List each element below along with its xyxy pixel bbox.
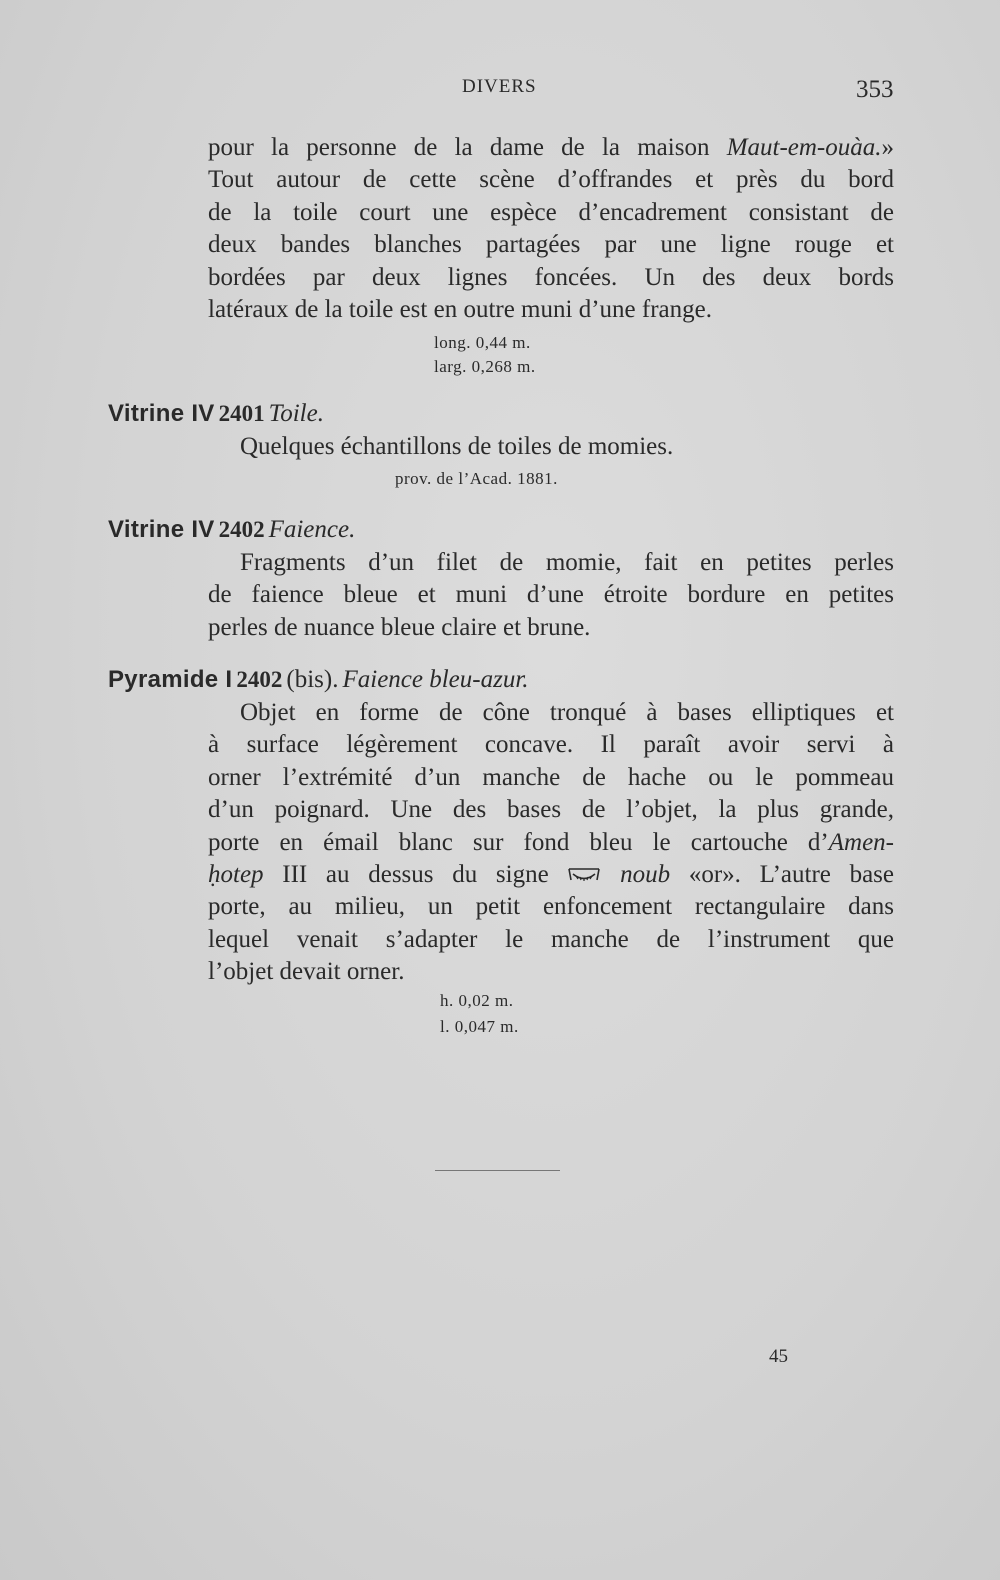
location-label: Vitrine IV [108, 400, 215, 427]
catalog-number: 2401 [218, 401, 265, 426]
text-line: pour la personne de la dame de la maison Maut-em-ouàa.» [208, 134, 895, 161]
measurement-length: long. 0,44 m. [434, 333, 531, 352]
pharaoh-name: ḥotep [208, 860, 264, 888]
text-line: porte, au milieu, un petit enfoncement rectangulaire dans [208, 893, 894, 921]
entry-title: Toile. [268, 400, 324, 427]
measurement-width: larg. 0,268 m. [434, 357, 536, 376]
text-line: Tout autour de cette scène d’offrandes et près du bord [208, 166, 894, 194]
entry-title: Faience. [268, 516, 356, 543]
text-line: Fragments d’un filet de momie, fait en petites perles [240, 549, 894, 576]
pharaoh-name: Amen- [828, 828, 894, 856]
provenance: prov. de l’Acad. 1881. [395, 469, 558, 488]
text-line: de la toile court une espèce d’encadrement consistant de [208, 198, 894, 226]
measurement-height: h. 0,02 m. [440, 991, 514, 1010]
catalog-entry-heading [108, 516, 355, 544]
entry-description: Quelques échantillons de toiles de momies. [240, 433, 674, 460]
text-line: Objet en forme de cône tronqué à bases elliptiques et [240, 699, 894, 726]
location-label: Vitrine IV [108, 516, 215, 543]
page-number: 353 [856, 76, 894, 103]
running-header: DIVERS [462, 76, 537, 97]
proper-name: Maut-em-ouàa. [726, 134, 882, 161]
text-line: latéraux de la toile est en outre muni d’une frange. [208, 295, 712, 323]
catalog-entry-heading [108, 666, 529, 694]
text-line: deux bandes blanches partagées par une ligne rouge et [208, 231, 894, 259]
entry-title: Faience bleu-azur. [342, 666, 529, 693]
text-line: ḥotep III au dessus du signe noub «or». L’autre base [208, 860, 895, 888]
paragraph-continued [208, 132, 894, 326]
egyptian-word: noub [620, 860, 671, 888]
entry-description [208, 697, 894, 989]
text-line: lequel venait s’adapter le manche de l’instrument que [208, 925, 894, 953]
location-label: Pyramide I [108, 666, 233, 693]
text-line: bordées par deux lignes foncées. Un des deux bords [208, 263, 894, 291]
text-line: orner l’extrémité d’un manche de hache ou le pommeau [208, 763, 894, 791]
text-line: de faience bleue et muni d’une étroite bordure en petites [208, 581, 894, 609]
section-divider [435, 1170, 560, 1171]
catalog-number: 2402 [236, 667, 283, 692]
text-line: d’un poignard. Une des bases de l’objet, la plus grande, [208, 796, 894, 824]
text-line: à surface légèrement concave. Il paraît avoir servi à [208, 731, 894, 759]
hieroglyph-noub-collar-icon [567, 866, 601, 884]
signature-mark: 45 [769, 1346, 788, 1367]
text-line: porte en émail blanc sur fond bleu le cartouche d’Amen- [208, 828, 894, 856]
text-line: perles de nuance bleue claire et brune. [208, 613, 591, 641]
catalog-entry-heading [108, 400, 324, 428]
measurement-length: l. 0,047 m. [440, 1017, 519, 1036]
text-line: l’objet devait orner. [208, 958, 405, 986]
catalog-suffix: (bis). [286, 666, 339, 693]
entry-description [208, 547, 894, 644]
catalog-number: 2402 [218, 517, 265, 542]
